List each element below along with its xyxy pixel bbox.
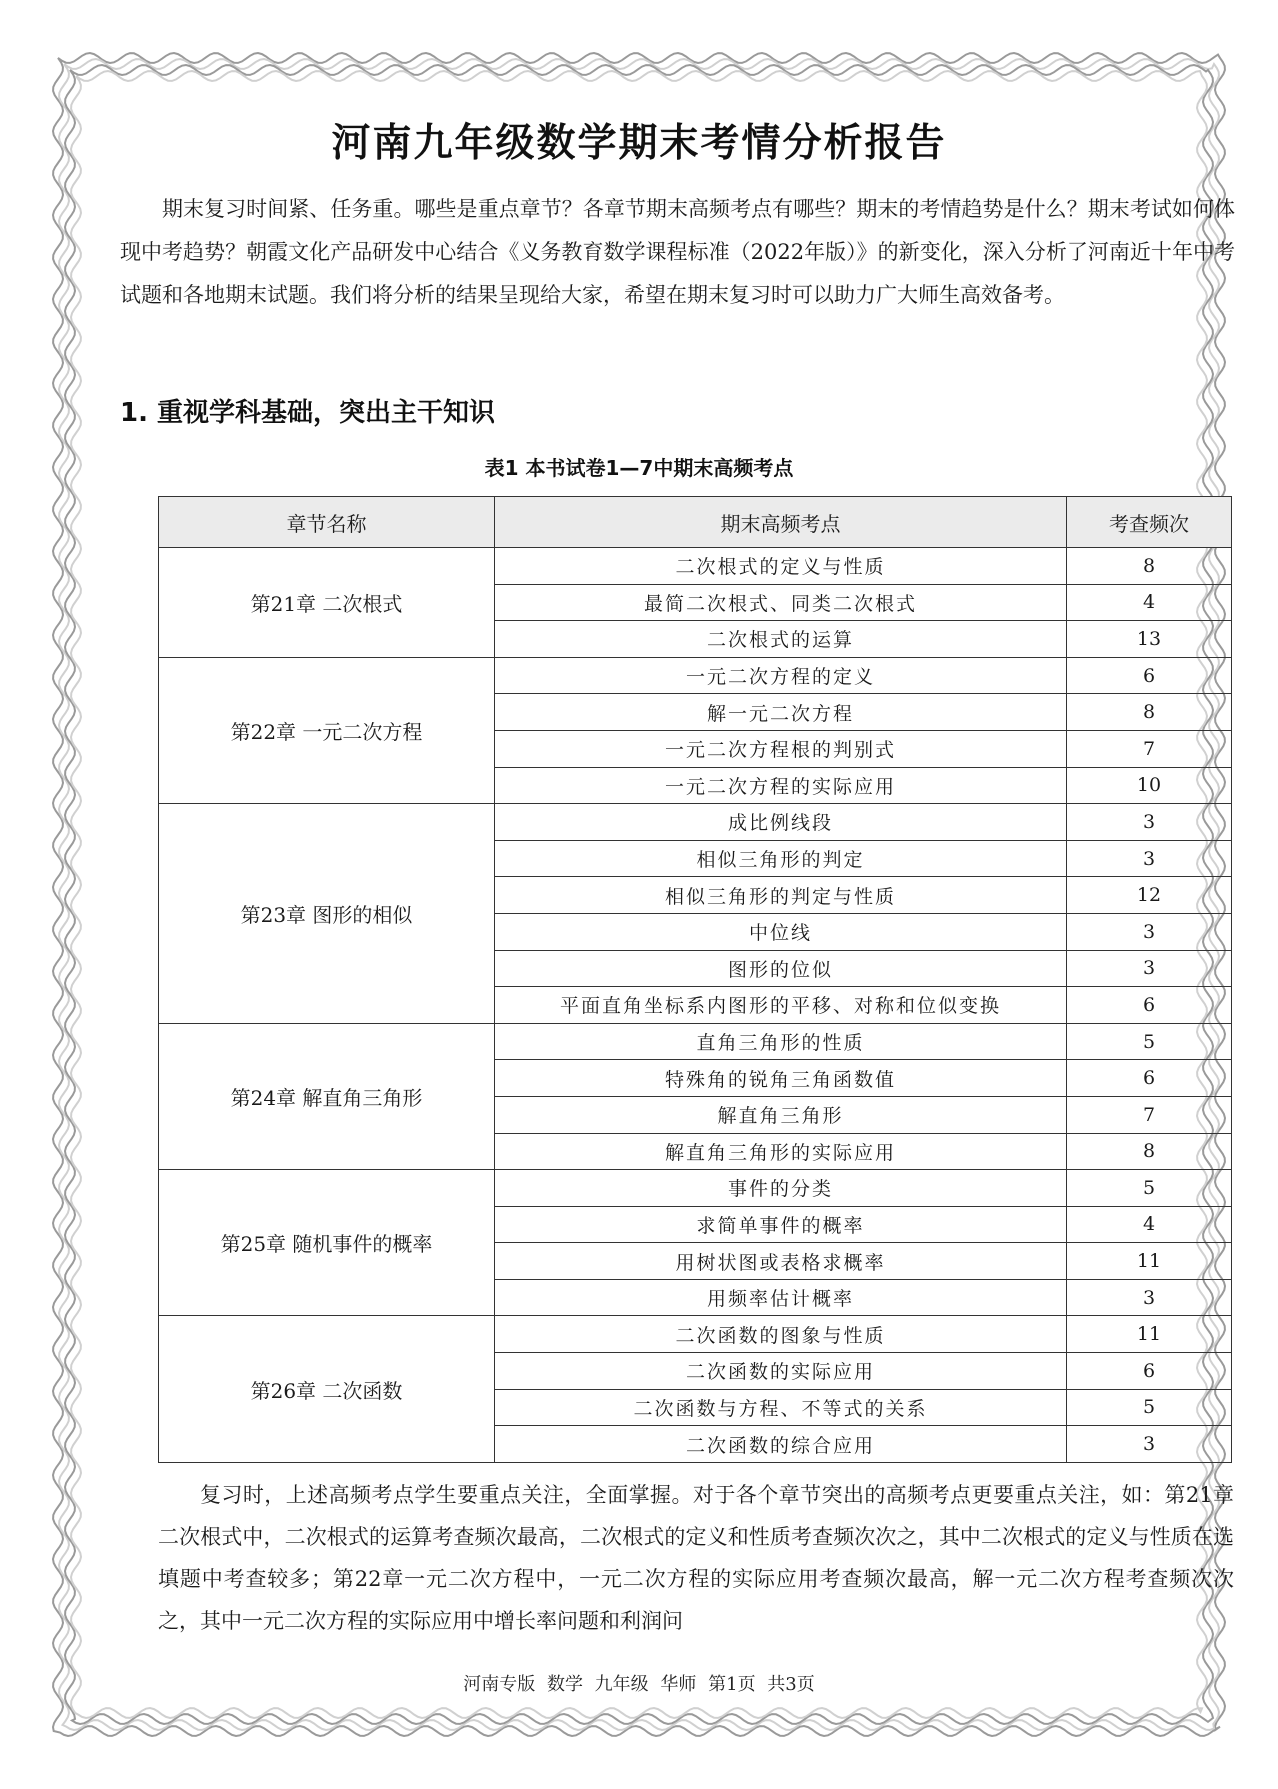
count-cell: 3: [1067, 1279, 1232, 1316]
chapter-cell: 第23章 图形的相似: [159, 804, 495, 1024]
table-row: [159, 1316, 1232, 1353]
count-cell: 3: [1067, 804, 1232, 841]
table-header-row: [159, 497, 1232, 548]
chapter-cell: 第22章 一元二次方程: [159, 657, 495, 803]
point-cell: 二次函数的实际应用: [495, 1353, 1067, 1390]
table-caption: 表1 本书试卷1—7中期末高频考点: [484, 456, 794, 480]
header-point: 期末高频考点: [495, 497, 1067, 548]
count-cell: 4: [1067, 1206, 1232, 1243]
point-cell: 图形的位似: [495, 950, 1067, 987]
header-count: 考查频次: [1067, 497, 1232, 548]
intro-paragraph: 期末复习时间紧、任务重。哪些是重点章节？各章节期末高频考点有哪些？期末的考情趋势是什么？期末考试如何体现中考趋势？朝霞文化产品研发中心结合《义务教育数学课程标准（2022年版）》的新变化，深入分析了河南近十年中考试题和各地期末试题。我们将分析的结果呈现给大家，希望在期末复习时可以助力广大师生高效备考。: [120, 197, 1235, 307]
point-cell: 特殊角的锐角三角函数值: [495, 1060, 1067, 1097]
table-row: [159, 804, 1232, 841]
point-cell: 成比例线段: [495, 804, 1067, 841]
count-cell: 3: [1067, 840, 1232, 877]
point-cell: 解直角三角形: [495, 1096, 1067, 1133]
table-row: [159, 1170, 1232, 1207]
chapter-cell: 第24章 解直角三角形: [159, 1023, 495, 1169]
point-cell: 用树状图或表格求概率: [495, 1243, 1067, 1280]
count-cell: 6: [1067, 1060, 1232, 1097]
count-cell: 7: [1067, 1096, 1232, 1133]
point-cell: 一元二次方程的定义: [495, 657, 1067, 694]
count-cell: 3: [1067, 1426, 1232, 1463]
count-cell: 5: [1067, 1023, 1232, 1060]
point-cell: 中位线: [495, 913, 1067, 950]
count-cell: 13: [1067, 621, 1232, 658]
point-cell: 求简单事件的概率: [495, 1206, 1067, 1243]
count-cell: 11: [1067, 1316, 1232, 1353]
chapter-cell: 第21章 二次根式: [159, 548, 495, 658]
chapter-cell: 第26章 二次函数: [159, 1316, 495, 1462]
table-row: [159, 548, 1232, 585]
header-chapter: 章节名称: [159, 497, 495, 548]
count-cell: 3: [1067, 913, 1232, 950]
point-cell: 二次函数与方程、不等式的关系: [495, 1389, 1067, 1426]
count-cell: 10: [1067, 767, 1232, 804]
frequency-table: [158, 496, 1232, 1463]
point-cell: 二次根式的运算: [495, 621, 1067, 658]
point-cell: 平面直角坐标系内图形的平移、对称和位似变换: [495, 987, 1067, 1024]
count-cell: 5: [1067, 1170, 1232, 1207]
point-cell: 解直角三角形的实际应用: [495, 1133, 1067, 1170]
point-cell: 用频率估计概率: [495, 1279, 1067, 1316]
page-footer: 河南专版 数学 九年级 华师 第1页 共3页: [463, 1674, 815, 1695]
point-cell: 二次函数的综合应用: [495, 1426, 1067, 1463]
point-cell: 一元二次方程根的判别式: [495, 730, 1067, 767]
count-cell: 8: [1067, 1133, 1232, 1170]
table-row: [159, 1023, 1232, 1060]
count-cell: 6: [1067, 657, 1232, 694]
count-cell: 6: [1067, 1353, 1232, 1390]
count-cell: 5: [1067, 1389, 1232, 1426]
outro-paragraph: 复习时，上述高频考点学生要重点关注，全面掌握。对于各个章节突出的高频考点更要重点关注，如：第21章二次根式中，二次根式的运算考查频次最高，二次根式的定义和性质考查频次次之，其中二次根式的定义与性质在选填题中考查较多；第22章一元二次方程中，一元二次方程的实际应用考查频次最高，解一元二次方程考查频次次之，其中一元二次方程的实际应用中增长率问题和利润问: [158, 1483, 1234, 1633]
chapter-cell: 第25章 随机事件的概率: [159, 1170, 495, 1316]
count-cell: 7: [1067, 730, 1232, 767]
count-cell: 8: [1067, 548, 1232, 585]
point-cell: 最简二次根式、同类二次根式: [495, 584, 1067, 621]
point-cell: 直角三角形的性质: [495, 1023, 1067, 1060]
point-cell: 相似三角形的判定: [495, 840, 1067, 877]
count-cell: 11: [1067, 1243, 1232, 1280]
point-cell: 一元二次方程的实际应用: [495, 767, 1067, 804]
point-cell: 事件的分类: [495, 1170, 1067, 1207]
point-cell: 相似三角形的判定与性质: [495, 877, 1067, 914]
count-cell: 12: [1067, 877, 1232, 914]
table-row: [159, 657, 1232, 694]
count-cell: 8: [1067, 694, 1232, 731]
count-cell: 3: [1067, 950, 1232, 987]
table-body: [159, 548, 1232, 1463]
count-cell: 4: [1067, 584, 1232, 621]
page-title: 河南九年级数学期末考情分析报告: [331, 121, 947, 166]
point-cell: 二次函数的图象与性质: [495, 1316, 1067, 1353]
section-heading: 1. 重视学科基础，突出主干知识: [120, 398, 496, 428]
count-cell: 6: [1067, 987, 1232, 1024]
point-cell: 二次根式的定义与性质: [495, 548, 1067, 585]
point-cell: 解一元二次方程: [495, 694, 1067, 731]
